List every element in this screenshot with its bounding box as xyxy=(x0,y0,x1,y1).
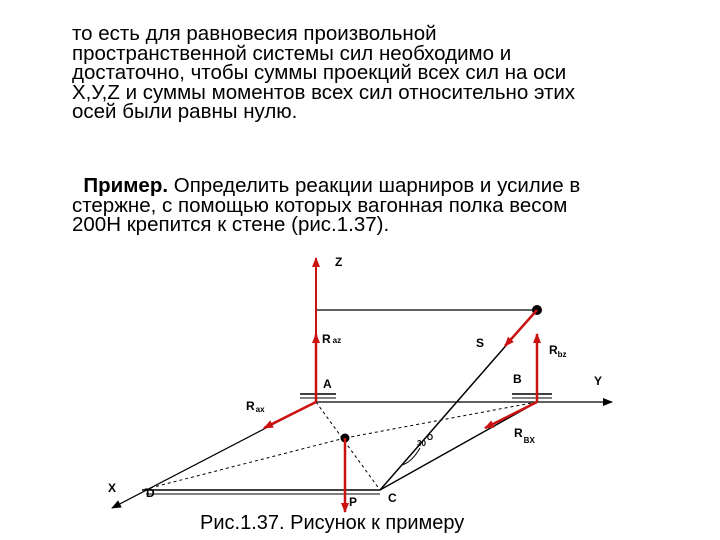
label-angle xyxy=(417,433,433,448)
label-subscript: bz xyxy=(557,350,567,359)
text-line: осей были равны нулю. xyxy=(72,100,298,123)
label-d: D xyxy=(146,486,155,500)
text-fragment: Определить реакции шарниров и усилие в xyxy=(168,174,581,197)
label-b: B xyxy=(513,372,522,386)
text-line: пространственной системы сил необходимо и xyxy=(72,41,512,65)
shelf-edge-bc xyxy=(380,402,537,490)
label-rbx xyxy=(514,426,535,445)
label-subscript: BX xyxy=(523,436,535,445)
figure-caption: Рис.1.37. Рисунок к примеру xyxy=(200,512,465,534)
label-y: Y xyxy=(594,374,603,388)
label-raz xyxy=(322,332,341,346)
label-c: C xyxy=(388,491,397,505)
force-s xyxy=(505,310,537,346)
label-s: S xyxy=(476,336,485,350)
label-rbz xyxy=(549,343,567,359)
text-line: то есть для равновесия произвольной xyxy=(72,22,437,45)
label-part: R xyxy=(246,399,255,413)
label-rax xyxy=(246,399,265,414)
label-subscript: az xyxy=(332,336,342,345)
text-line: X,У,Z и суммы моментов всех сил относительно этих xyxy=(72,80,576,104)
dashed-diagonal xyxy=(345,402,537,438)
label-part: 30 xyxy=(417,439,426,448)
text-line: стержне, с помощью которых вагонная полка весом xyxy=(72,193,568,217)
label-part: R xyxy=(514,426,523,440)
label-x: X xyxy=(108,481,117,495)
dashed-diagonal xyxy=(316,402,380,490)
label-part: R xyxy=(549,343,558,357)
text-line: достаточно, чтобы суммы проекций всех сил на оси xyxy=(72,61,567,84)
label-p: P xyxy=(349,495,358,509)
text-line: 200Н крепится к стене (рис.1.37). xyxy=(72,213,390,236)
label-z: Z xyxy=(335,255,343,269)
force-rbx xyxy=(485,402,537,428)
example-lead: Пример. xyxy=(83,174,169,197)
dashed-diagonal xyxy=(142,438,345,490)
label-superscript: O xyxy=(426,433,434,442)
force-rax xyxy=(264,402,316,428)
label-a: A xyxy=(323,377,332,391)
label-part: R xyxy=(322,332,331,346)
label-subscript: ax xyxy=(255,405,265,414)
